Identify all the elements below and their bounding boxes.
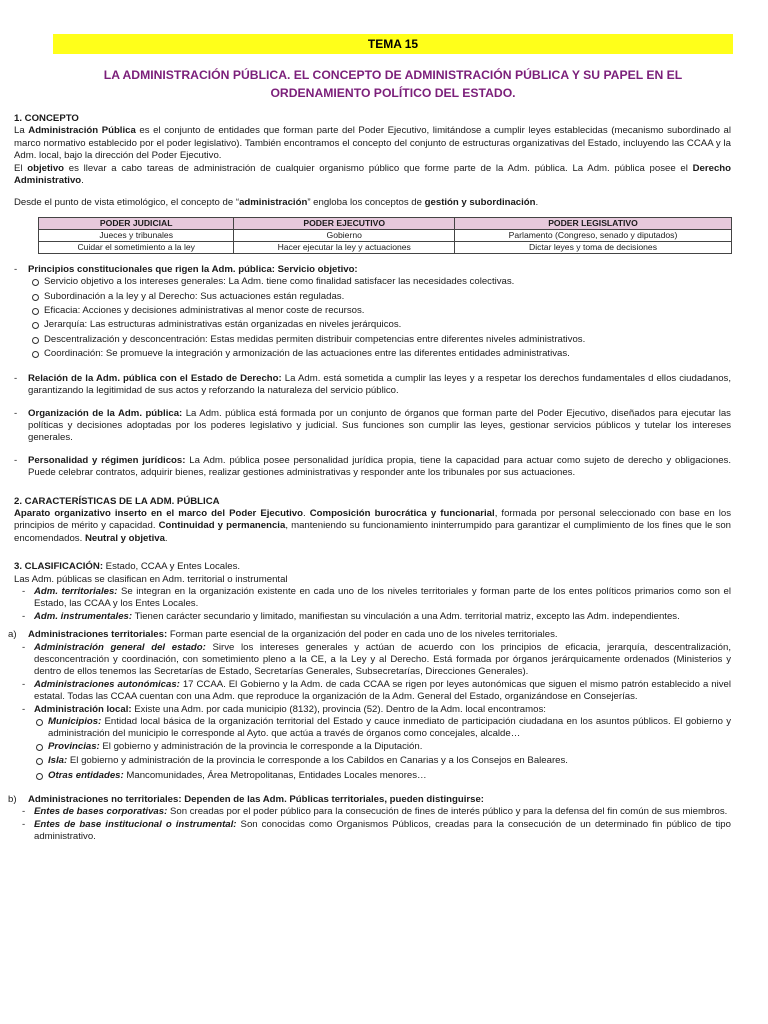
- circle-bullet-icon: [36, 719, 43, 726]
- section-3-heading: 3. CLASIFICACIÓN: Estado, CCAA y Entes Locales.: [14, 561, 241, 573]
- relation-item: - Relación de la Adm. pública con el Estado de Derecho: La Adm. está sometida a cumplir las leyes y a respetar los derechos fundamentales d ellos ciudadanos, garantizando la legitimidad de sus actos y reforzando la naturaleza del servicio público.: [14, 372, 731, 397]
- classification-intro: Las Adm. públicas se clasifican en Adm. territorial o instrumental: [14, 573, 288, 585]
- table-header: PODER LEGISLATIVO: [455, 217, 732, 229]
- table-header: PODER JUDICIAL: [39, 217, 234, 229]
- table-cell: Jueces y tribunales: [39, 229, 234, 241]
- section-1-heading: 1. CONCEPTO: [14, 113, 79, 124]
- list-item: - Adm. instrumentales: Tienen carácter secundario y limitado, manifiestan su vinculación a una Adm. territorial matriz, excepto las Adm. independientes.: [22, 610, 680, 622]
- list-item: - Adm. territoriales: Se integran en la organización existente en cada uno de los niveles territoriales y forman parte de los entes políticos primarios como son el Estado, las CCAA y los Entes Locales.: [22, 585, 731, 610]
- circle-bullet-icon: [36, 758, 43, 765]
- table-cell: Gobierno: [234, 229, 455, 241]
- table-row: [39, 229, 732, 241]
- list-item: Provincias: El gobierno y administración de la provincia le corresponde a la Diputación.: [14, 741, 731, 755]
- characteristics-paragraph: Aparato organizativo inserto en el marco del Poder Ejecutivo. Composición burocrática y funcionarial, formada por personal seleccionado con base en los principios de mérito y capacidad. Continuidad y permanencia, manteniendo su funcionamiento ininterrumpido para garantizar el cumplimiento de los fines que le son encomendados. Neutral y objetiva.: [14, 507, 731, 544]
- circle-bullet-icon: [32, 279, 39, 286]
- table-cell: Cuidar el sometimiento a la ley: [39, 241, 234, 253]
- circle-bullet-icon: [36, 744, 43, 751]
- list-item: Coordinación: Se promueve la integración y armonización de las actuaciones entre las diferentes entidades administrativas.: [14, 348, 731, 362]
- list-item: - Administración general del estado: Sirve los intereses generales y actúan de acuerdo con los principios de eficacia, jerarquía, descentralización, desconcentración y coordinación, con sometimiento pleno a la CE, a la Ley y al Derecho. Está formada por órganos jerárquicamente ordenados (Ministerios y dentro de ellos tenemos las Secretarías de Estado, Secretarías Generales, Subsecretarías, Direcciones Generales).: [22, 641, 731, 678]
- table-header: PODER EJECUTIVO: [234, 217, 455, 229]
- list-item: Otras entidades: Mancomunidades, Área Metropolitanas, Entidades Locales menores…: [14, 770, 731, 784]
- principles-title: Principios constitucionales que rigen la Adm. pública: Servicio objetivo:: [28, 263, 358, 275]
- table-cell: Hacer ejecutar la ley y actuaciones: [234, 241, 455, 253]
- circle-bullet-icon: [32, 308, 39, 315]
- non-territorial-section: b) Administraciones no territoriales: Dependen de las Adm. Públicas territoriales, pueden distinguirse:: [8, 794, 484, 806]
- circle-bullet-icon: [36, 773, 43, 780]
- list-item: Jerarquía: Las estructuras administrativas están organizadas en niveles jerárquicos.: [14, 319, 731, 333]
- principles-item: - Principios constitucionales que rigen la Adm. pública: Servicio objetivo:: [14, 263, 358, 275]
- tema-header: TEMA 15: [53, 34, 733, 54]
- table-header-row: [39, 217, 732, 229]
- territorial-section: a) Administraciones territoriales: Forman parte esencial de la organización del poder en cada uno de los niveles territoriales.: [8, 629, 558, 641]
- table-row: [39, 241, 732, 253]
- concept-paragraph-3: Desde el punto de vista etimológico, el concepto de “administración” engloba los conceptos de gestión y subordinación.: [14, 197, 539, 209]
- concept-paragraph-2: El objetivo es llevar a cabo tareas de administración de cualquier organismo público que forme parte de la Adm. pública. La Adm. pública posee el Derecho Administrativo.: [14, 162, 731, 187]
- table-cell: Parlamento (Congreso, senado y diputados): [455, 229, 732, 241]
- concept-paragraph-1: La Administración Pública es el conjunto de entidades que forman parte del Poder Ejecutivo, limitándose a cumplir leyes establecidas (mecanismo subordinado al marco normativo establecido por el poder legislativo). También encontramos el concepto del conjunto de estructuras organizativas del Estado, incluyendo las CCAA y la Adm. local, bajo la dirección del Poder Ejecutivo.: [14, 125, 731, 162]
- list-item: Municipios: Entidad local básica de la organización territorial del Estado y cauce inmediato de participación ciudadana en los asuntos públicos. El gobierno y administración del municipio le corresponde al Ayto. que actúa a través de órganos como concejales, alcalde…: [14, 716, 731, 741]
- section-2-heading: 2. CARACTERÍSTICAS DE LA ADM. PÚBLICA: [14, 495, 220, 507]
- list-item: - Entes de base institucional o instrumental: Son conocidas como Organismos Públicos, creadas para la consecución de un determinado fin público de tipo administrativo.: [22, 818, 731, 843]
- page-title: LA ADMINISTRACIÓN PÚBLICA. EL CONCEPTO DE ADMINISTRACIÓN PÚBLICA Y SU PAPEL EN EL ORDENAMIENTO POLÍTICO DEL ESTADO.: [103, 68, 683, 100]
- list-item: Descentralización y desconcentración: Estas medidas permiten distribuir competencias entre diferentes niveles administrativos.: [14, 334, 731, 348]
- list-item: Servicio objetivo a los intereses generales: La Adm. tiene como finalidad satisfacer las necesidades colectivas.: [14, 276, 731, 290]
- circle-bullet-icon: [32, 322, 39, 329]
- document-body: [8, 113, 732, 844]
- table-cell: Dictar leyes y toma de decisiones: [455, 241, 732, 253]
- list-item: - Entes de bases corporativas: Son creadas por el poder público para la consecución de fines de interés público y para la defensa del fin común de sus miembros.: [22, 806, 728, 818]
- list-item: - Administración local: Existe una Adm. por cada municipio (8132), provincia (52). Dentro de la Adm. local encontramos:: [22, 703, 546, 715]
- organization-item: - Organización de la Adm. pública: La Adm. pública está formada por un conjunto de órganos que forman parte del Poder Ejecutivo, diseñados para ejecutar las políticas y decisiones adoptadas por los poderes legislativo y judicial. Sus funciones son cumplir las leyes, gestionar servicios públicos y tutelar los intereses generales.: [14, 407, 731, 444]
- list-item: Subordinación a la ley y al Derecho: Sus actuaciones están reguladas.: [14, 291, 731, 305]
- legal-personality-item: - Personalidad y régimen jurídicos: La Adm. pública posee personalidad jurídica propia, tiene la capacidad para actuar como sujeto de derecho y obligaciones. Puede celebrar contratos, adquirir bienes, realizar gestiones administrativas y responder ante los tribunales por sus actuaciones.: [14, 454, 732, 479]
- list-item: Eficacia: Acciones y decisiones administrativas al menor coste de recursos.: [14, 305, 731, 319]
- circle-bullet-icon: [32, 351, 39, 358]
- list-item: - Administraciones autonómicas: 17 CCAA. El Gobierno y la Adm. de cada CCAA se rigen por leyes autonómicas que siguen el mismo patrón establecido a nivel estatal. Todas las CCAA cuentan con una Adm. que reproduce la organización de la Adm. General del Estado, organizándose en Consejerías.: [22, 678, 731, 703]
- powers-table: [38, 217, 732, 254]
- list-item: Isla: El gobierno y administración de la provincia le corresponde a los Cabildos en Canarias y a los Consejos en Baleares.: [14, 755, 731, 769]
- circle-bullet-icon: [32, 294, 39, 301]
- circle-bullet-icon: [32, 337, 39, 344]
